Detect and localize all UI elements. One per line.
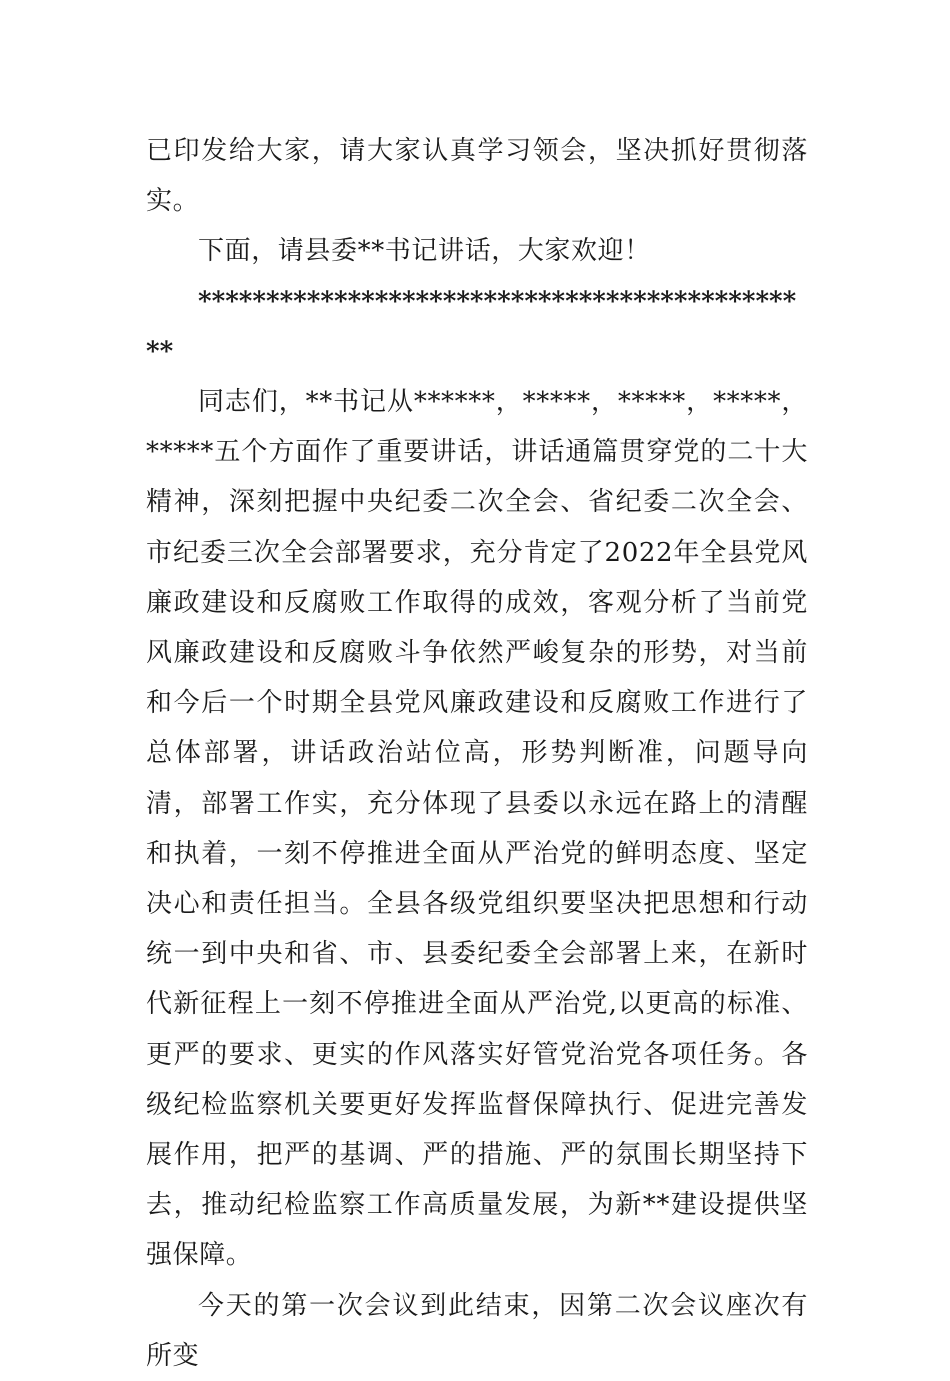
paragraph-summary: 同志们，**书记从******，*****，*****，*****，*****五个方面作了重要讲话，讲话通篇贯穿党的二十大精神，深刻把握中央纪委二次全会、省纪委二次全会、市纪委三次全会部署要求，充分肯定了2022年全县党风廉政建设和反腐败工作取得的成效，客观分析了当前党风廉政建设和反腐败斗争依然严峻复杂的形势，对当前和今后一个时期全县党风廉政建设和反腐败工作进行了总体部署，讲话政治站位高，形势判断准，问题导向清，部署工作实，充分体现了县委以永远在路上的清醒和执着，一刻不停推进全面从严治党的鲜明态度、坚定决心和责任担当。全县各级党组织要坚决把思想和行动统一到中央和省、市、县委纪委全会部署上来，在新时代新征程上一刻不停推进全面从严治党,以更高的标准、更严的要求、更实的作风落实好管党治党各项任务。各级纪检监察机关要更好发挥监督保障执行、促进完善发展作用，把严的基调、严的措施、严的氛围长期坚持下去，推动纪检监察工作高质量发展，为新**建设提供坚强保障。 [146, 387, 808, 1271]
paragraph-redacted-speech: ********************************************** [146, 286, 797, 367]
paragraph-closing: 今天的第一次会议到此结束，因第二次会议座次有所变 [146, 1290, 808, 1371]
paragraph-invite-speech: 下面，请县委**书记讲话，大家欢迎！ [198, 236, 651, 267]
paragraph-intro-tail: 已印发给大家，请大家认真学习领会，坚决抓好贯彻落实。 [146, 136, 808, 217]
document-body [146, 126, 808, 1381]
